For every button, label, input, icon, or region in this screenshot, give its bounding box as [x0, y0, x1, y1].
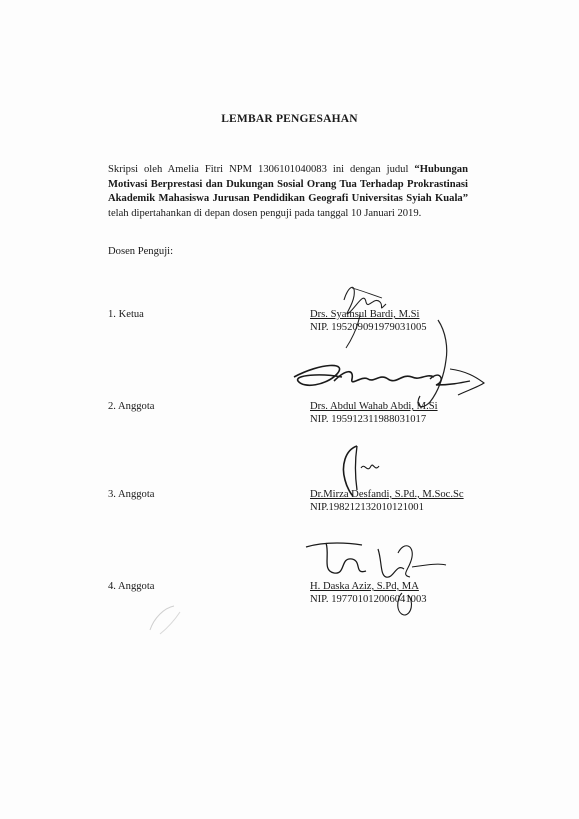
signature-4 — [300, 535, 450, 625]
examiner-name: Drs. Syamsul Bardi, M.Si — [310, 309, 420, 320]
examiner-role: 1. Ketua — [108, 309, 144, 320]
thesis-title: “Hubungan Motivasi Berprestasi dan Dukungan Sosial Orang Tua Terhadap Prokrastinasi Akademik Mahasiswa Jurusan Pendidikan Geografi Universitas Syiah Kuala” — [108, 164, 468, 204]
signature-3 — [335, 440, 415, 500]
examiner-name: H. Daska Aziz, S.Pd, MA — [310, 581, 419, 592]
signature-2 — [290, 355, 490, 405]
signature-1 — [330, 278, 420, 358]
examiner-role: 2. Anggota — [108, 401, 155, 412]
examiner-nip: NIP. 195209091979031005 — [310, 322, 427, 333]
examiner-name: Dr.Mirza Desfandi, S.Pd., M.Soc.Sc — [310, 489, 464, 500]
intro-text: Skripsi oleh Amelia Fitri NPM 1306101040083 ini dengan judul — [108, 164, 415, 175]
faint-stamp-mark — [140, 598, 190, 638]
examiners-label: Dosen Penguji: — [108, 246, 174, 257]
examiner-role: 4. Anggota — [108, 581, 155, 592]
examiner-nip: NIP. 197701012006041003 — [310, 594, 427, 605]
examiner-nip: NIP.198212132010121001 — [310, 502, 424, 513]
examiner-name: Drs. Abdul Wahab Abdi, M.Si — [310, 401, 438, 412]
approval-paragraph — [108, 163, 468, 221]
defense-text: telah dipertahankan di depan dosen penguji pada tanggal 10 Januari 2019. — [108, 207, 422, 219]
examiner-nip: NIP. 195912311988031017 — [310, 414, 427, 425]
page-title: LEMBAR PENGESAHAN — [221, 113, 358, 125]
examiner-role: 3. Anggota — [108, 489, 155, 500]
